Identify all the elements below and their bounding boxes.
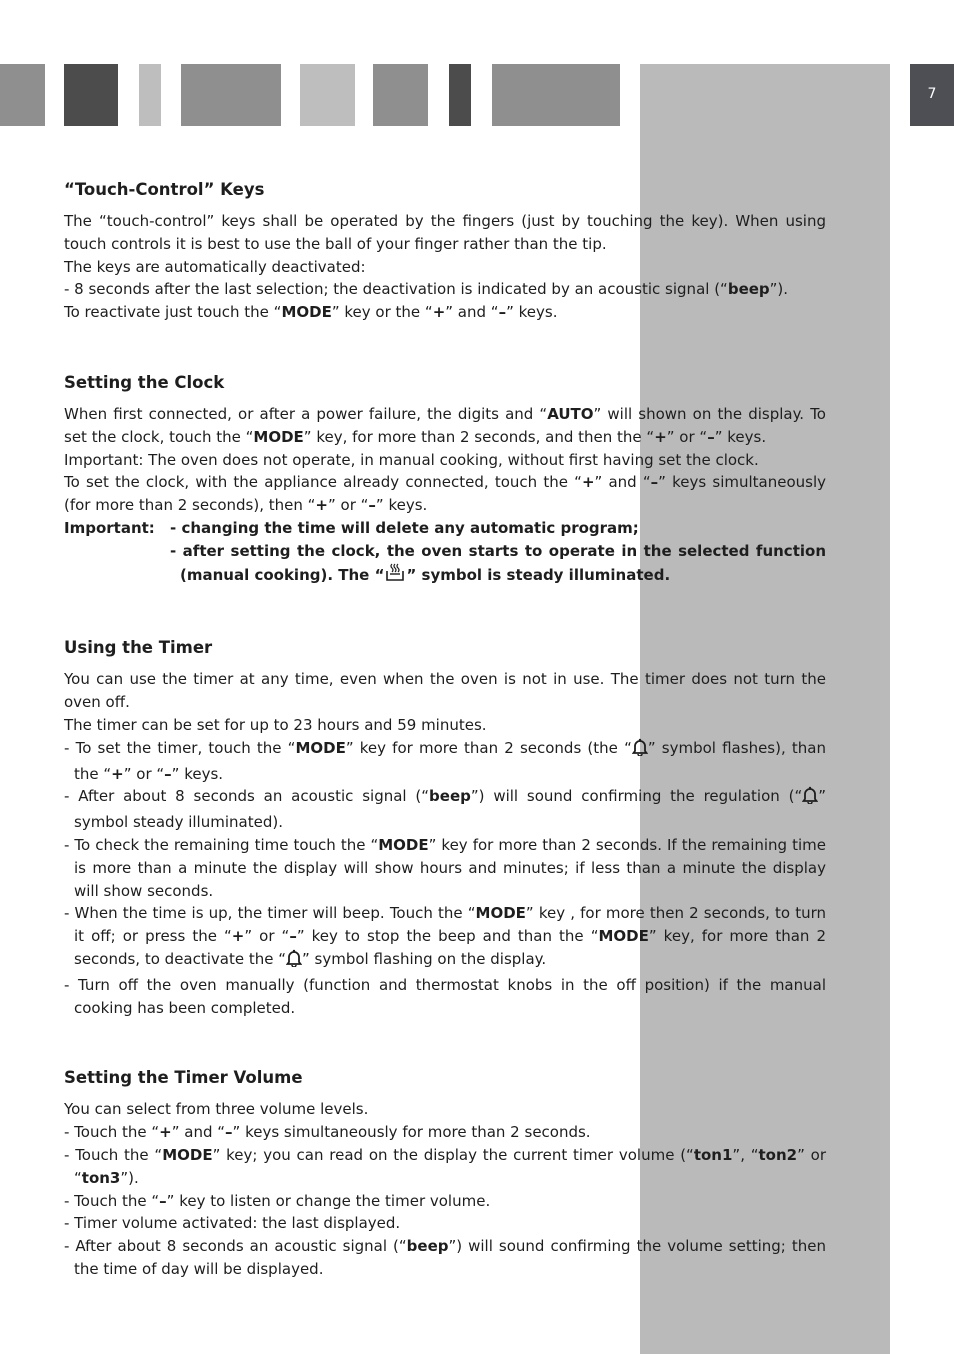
volume-item-3: - Touch the “–” key to listen or change the timer volume. <box>64 1191 491 1210</box>
volume-item-2: - Touch the “MODE” key; you can read on the display the current timer volume (“ton1”, “ton2” or “ton3”). <box>64 1145 827 1187</box>
header-bar-1 <box>0 64 45 126</box>
touch-paragraph-1: The “touch-control” keys shall be operated by the fingers (just by touching the key). When using touch controls it is best to use the ball of your finger rather than the tip. <box>64 212 826 253</box>
timer-item-2: - After about 8 seconds an acoustic signal (“beep”) will sound confirming the regulation (“ ” symbol steady illuminated). <box>64 787 827 832</box>
clock-paragraph-2: Important: The oven does not operate, in manual cooking, without first having set the clock. <box>64 450 759 469</box>
cooking-heat-icon <box>384 563 406 590</box>
bell-icon <box>802 786 818 811</box>
timer-paragraph-2: The timer can be set for up to 23 hours and 59 minutes. <box>64 715 487 734</box>
touch-paragraph-4: To reactivate just touch the “MODE” key or the “+” and “–” keys. <box>64 303 558 322</box>
heading-touch-control: “Touch-Control” Keys <box>64 180 265 199</box>
volume-item-5: - After about 8 seconds an acoustic signal (“beep”) will sound confirming the volume setting; then the time of day will be displayed. <box>64 1237 826 1278</box>
important-item-2: - after setting the clock, the oven starts to operate in the selected function (manual cooking). The “ ” symbol is steady illuminated. <box>170 540 826 590</box>
touch-paragraph-2: The keys are automatically deactivated: <box>64 257 366 276</box>
timer-item-4: - When the time is up, the timer will beep. Touch the “MODE” key , for more then 2 seconds, to turn it off; or press the “+” or “–” key to stop the beep and than the “MODE” key, for more than 2 seconds, to deactivate the “ ” symbol flashing on the display. <box>64 902 826 973</box>
volume-item-4: - Timer volume activated: the last displayed. <box>64 1214 401 1233</box>
header-bar-5 <box>300 64 355 126</box>
header-bar-3 <box>139 64 161 126</box>
heading-setting-clock: Setting the Clock <box>64 372 225 392</box>
clock-important-block <box>64 517 826 589</box>
volume-paragraph-1: You can select from three volume levels. <box>64 1100 369 1119</box>
heading-using-timer: Using the Timer <box>64 638 213 658</box>
timer-paragraph-1: You can use the timer at any time, even when the oven is not in use. The timer does not turn the oven off. <box>64 670 826 712</box>
header-bar-6 <box>373 64 428 126</box>
important-item-1: - changing the time will delete any automatic program; <box>170 518 639 537</box>
clock-paragraph-3: To set the clock, with the appliance already connected, touch the “+” and “–” keys simultaneously (for more than 2 seconds), then “+” or “–” keys. <box>64 473 826 515</box>
header-bar-7 <box>449 64 471 126</box>
header-bar-2 <box>64 64 118 126</box>
bell-icon <box>286 949 302 974</box>
timer-item-3: - To check the remaining time touch the “MODE” key for more than 2 seconds. If the remaining time is more than a minute the display will show hours and minutes; if less than a minute the display will show seconds. <box>64 835 826 900</box>
header-bar-8 <box>492 64 620 126</box>
bell-icon <box>632 738 648 763</box>
volume-item-1: - Touch the “+” and “–” keys simultaneously for more than 2 seconds. <box>64 1123 591 1142</box>
page-content <box>64 176 826 1281</box>
timer-item-1: - To set the timer, touch the “MODE” key for more than 2 seconds (the “ ” symbol flashes), than the “+” or “–” keys. <box>64 738 826 783</box>
page-number: 7 <box>927 86 937 102</box>
timer-item-5: - Turn off the oven manually (function and thermostat knobs in the off position) if the manual cooking has been completed. <box>64 975 826 1017</box>
important-label: Important: <box>64 518 155 537</box>
clock-paragraph-1: When first connected, or after a power failure, the digits and “AUTO” will shown on the display. To set the clock, touch the “MODE” key, for more than 2 seconds, and then the “+” or “–” keys. <box>64 404 826 446</box>
touch-paragraph-3: - 8 seconds after the last selection; the deactivation is indicated by an acoustic signal (“beep”). <box>64 280 789 299</box>
heading-timer-volume: Setting the Timer Volume <box>64 1068 303 1088</box>
header-bar-4 <box>181 64 281 126</box>
